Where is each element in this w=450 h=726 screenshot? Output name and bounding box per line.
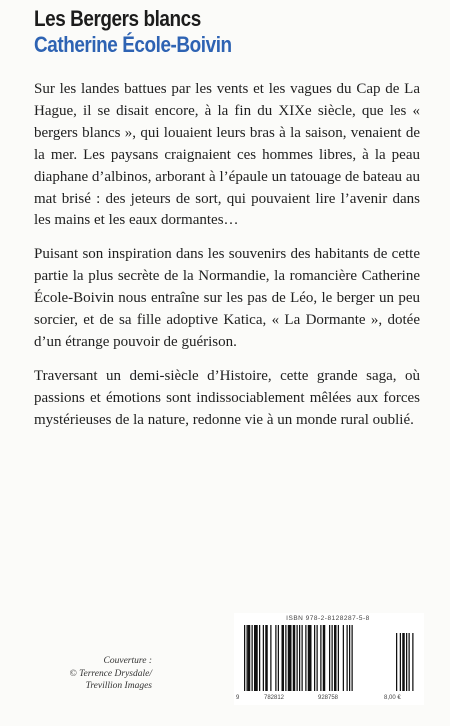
barcode-bar — [259, 625, 260, 691]
barcode-bar — [270, 625, 271, 691]
barcode-bar — [396, 633, 397, 691]
barcode-bar — [265, 625, 268, 691]
barcode-bar — [305, 625, 306, 691]
barcode-bar — [248, 625, 251, 691]
barcode-bar — [302, 625, 303, 691]
price-label: 8,00 € — [384, 695, 401, 701]
barcode-bar — [320, 625, 321, 691]
barcode-bar — [293, 625, 296, 691]
barcode-bar — [252, 625, 253, 691]
barcode-bar — [323, 625, 326, 691]
barcode-bar — [412, 633, 413, 691]
book-author: Catherine École-Boivin — [34, 32, 232, 57]
barcode-bar — [285, 625, 286, 691]
barcode-bar — [278, 625, 279, 691]
credit-line: Couverture : — [103, 656, 152, 666]
book-title: Les Bergers blancs — [34, 6, 201, 31]
credit-line: © Terrence Drysdale/ — [69, 668, 152, 679]
barcode-bar — [254, 625, 258, 691]
barcode-bar — [343, 625, 344, 691]
barcode-bar — [314, 625, 315, 691]
barcode-bar — [275, 625, 276, 691]
barcode-bar — [334, 625, 337, 691]
barcode-digit-group: 782812 — [264, 695, 285, 701]
barcode-bar — [263, 625, 264, 691]
barcode-bar — [282, 625, 285, 691]
barcode-bar — [409, 633, 410, 691]
blurb-paragraph-1: Sur les landes battues par les vents et les vagues du Cap de La Hague, il se disait encore, à la fin du XIXe siècle, que les « bergers blancs », qui louaient leurs bras à la saison, venaient de la mer. Les paysans craignaient ces hommes libres, à la peau diaphane d’albinos, arborant à l’épaule un tatouage de bateau au mat brisé : des jeteurs de sort, qui pouvaient lire l’avenir dans les mains et les eaux dormantes… — [34, 81, 420, 229]
blurb-paragraph-3: Traversant un demi-siècle d’Histoire, cette grande saga, où passions et émotions sont indissociablement mêlées aux forces mystérieuses de la nature, redonne vie à un monde rural oublié. — [34, 367, 420, 428]
blurb — [34, 79, 420, 444]
barcode-digit-first: 9 — [236, 695, 240, 701]
barcode-bar — [308, 625, 312, 691]
barcode-bar — [347, 625, 348, 691]
cover-credit — [42, 655, 152, 693]
barcode-digit-group: 928758 — [318, 695, 339, 701]
barcode-bar — [400, 633, 401, 691]
barcode-bar — [244, 625, 245, 691]
barcode-bar — [297, 625, 298, 691]
barcode-bar — [299, 625, 300, 691]
barcode-area — [234, 613, 424, 705]
barcode-bar — [247, 625, 248, 691]
barcode-bar — [332, 625, 333, 691]
barcode-icon — [240, 625, 418, 695]
barcode-bar — [338, 625, 339, 691]
barcode-bar — [317, 625, 318, 691]
barcode-bar — [349, 625, 350, 691]
blurb-paragraph-2: Puisant son inspiration dans les souvenirs des habitants de cette partie la plus secrète de la Normandie, la romancière Catherine École-Boivin nous entraîne sur les pas de Léo, le berger un peu sorcier, et de sa fille adoptive Katica, « La Dormante », dotée d’un étrange pouvoir de guérison. — [34, 246, 420, 350]
barcode-bar — [329, 625, 330, 691]
isbn-label: ISBN 978-2-8128287-5-8 — [286, 615, 370, 622]
barcode-bar — [406, 633, 407, 691]
barcode-bar — [352, 625, 353, 691]
barcode-bar — [288, 625, 292, 691]
barcode-bar — [402, 633, 405, 691]
credit-line: Trevillion Images — [85, 681, 152, 691]
